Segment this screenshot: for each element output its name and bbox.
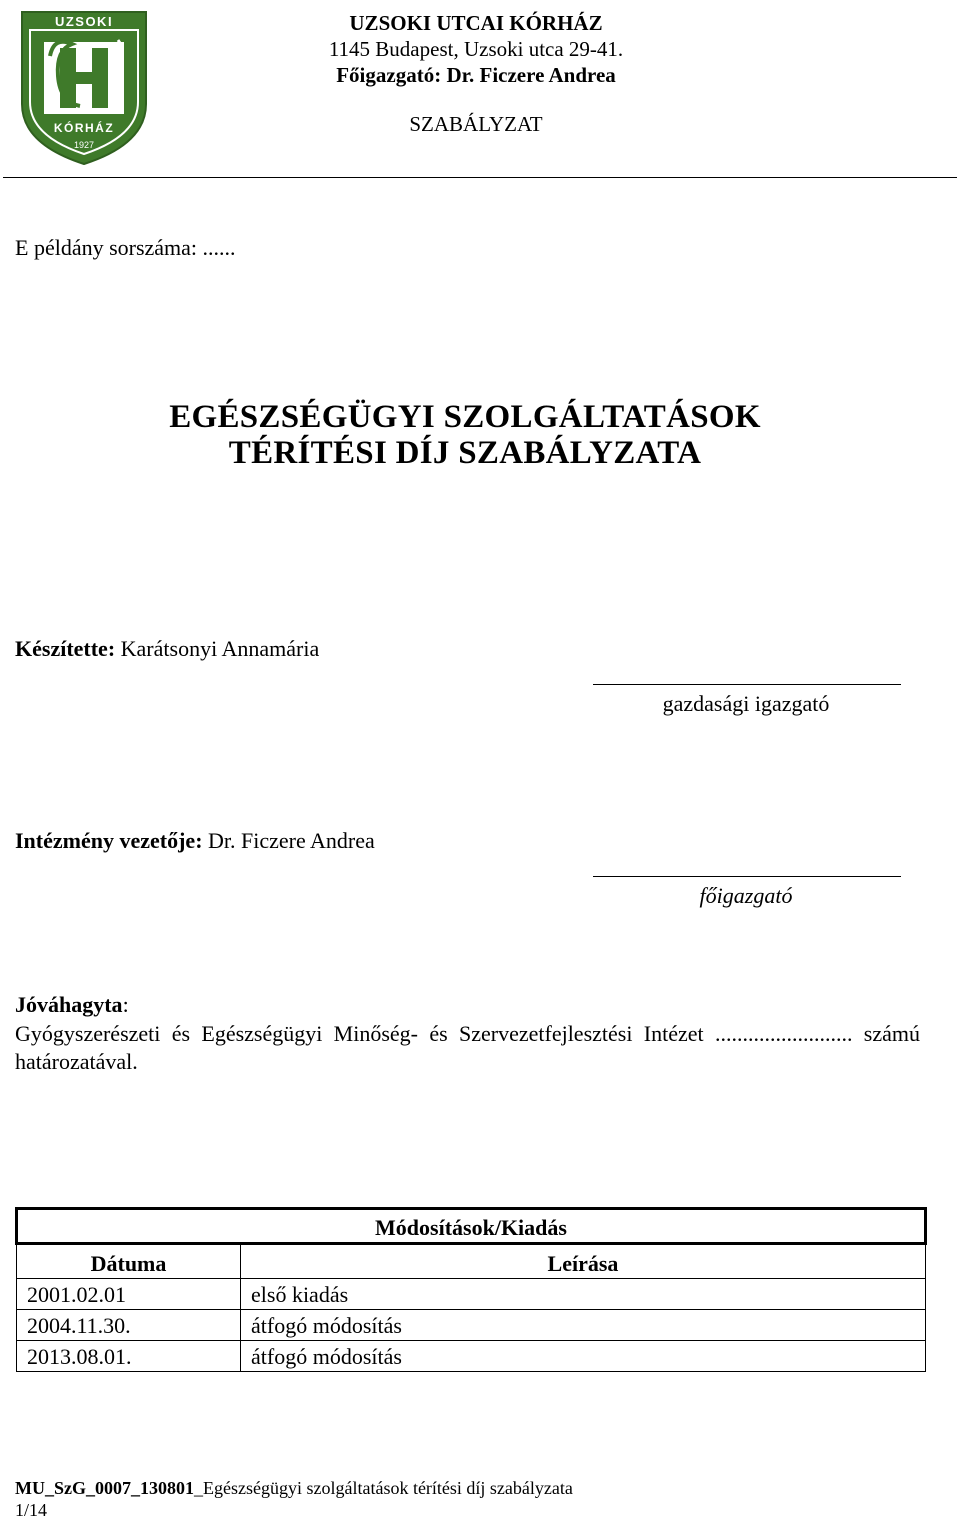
- prepared-by-label: Készítette:: [15, 636, 116, 661]
- table-row: [17, 1279, 926, 1310]
- svg-text:UZSOKI: UZSOKI: [54, 14, 114, 29]
- table-caption: Módosítások/Kiadás: [17, 1209, 926, 1244]
- approved-colon: :: [122, 992, 129, 1017]
- footer-code: MU_SzG_0007_130801: [15, 1478, 194, 1498]
- preparer-role: gazdasági igazgató: [662, 691, 830, 716]
- head-of-institution: [15, 828, 375, 854]
- director-role: főigazgató: [699, 883, 793, 908]
- revision-description: első kiadás: [241, 1279, 926, 1310]
- revision-date: 2013.08.01.: [17, 1341, 241, 1372]
- page-number: 1/14: [15, 1500, 48, 1520]
- approved-heading: [15, 992, 129, 1018]
- document-type: SZABÁLYZAT: [409, 112, 543, 136]
- director-line: Főigazgató: Dr. Ficzere Andrea: [336, 63, 616, 87]
- copy-number: E példány sorszáma: ......: [15, 235, 236, 260]
- header-divider: [3, 177, 957, 178]
- signature-line-director: [593, 876, 901, 877]
- hospital-name: UZSOKI UTCAI KÓRHÁZ: [349, 11, 603, 35]
- svg-text:KÓRHÁZ: KÓRHÁZ: [53, 121, 115, 135]
- table-row: [17, 1310, 926, 1341]
- head-label: Intézmény vezetője:: [15, 828, 203, 853]
- signature-line-preparer: [593, 684, 901, 685]
- footer-doc-name: _Egészségügyi szolgáltatások térítési díj szabályzata: [194, 1478, 573, 1498]
- approved-text: Gyógyszerészeti és Egészségügyi Minőség- és Szervezetfejlesztési Intézet ......................... számú határozatával.: [15, 1021, 920, 1074]
- revision-description: átfogó módosítás: [241, 1341, 926, 1372]
- footer-document-id: [15, 1478, 573, 1499]
- revisions-table: [15, 1207, 927, 1372]
- revision-date: 2001.02.01: [17, 1279, 241, 1310]
- revision-description: átfogó módosítás: [241, 1310, 926, 1341]
- column-header-date: Dátuma: [17, 1244, 241, 1279]
- column-header-description: Leírása: [241, 1244, 926, 1279]
- hospital-address: 1145 Budapest, Uzsoki utca 29-41.: [328, 37, 624, 61]
- approved-label: Jóváhagyta: [15, 992, 123, 1017]
- prepared-by: [15, 636, 319, 662]
- prepared-by-name: Karátsonyi Annamária: [115, 636, 320, 661]
- head-name: Dr. Ficzere Andrea: [202, 828, 375, 853]
- table-row: [17, 1341, 926, 1372]
- svg-text:1927: 1927: [73, 140, 95, 150]
- document-title-line1: EGÉSZSÉGÜGYI SZOLGÁLTATÁSOK: [169, 399, 761, 435]
- revision-date: 2004.11.30.: [17, 1310, 241, 1341]
- document-title-line2: TÉRÍTÉSI DÍJ SZABÁLYZATA: [228, 435, 702, 471]
